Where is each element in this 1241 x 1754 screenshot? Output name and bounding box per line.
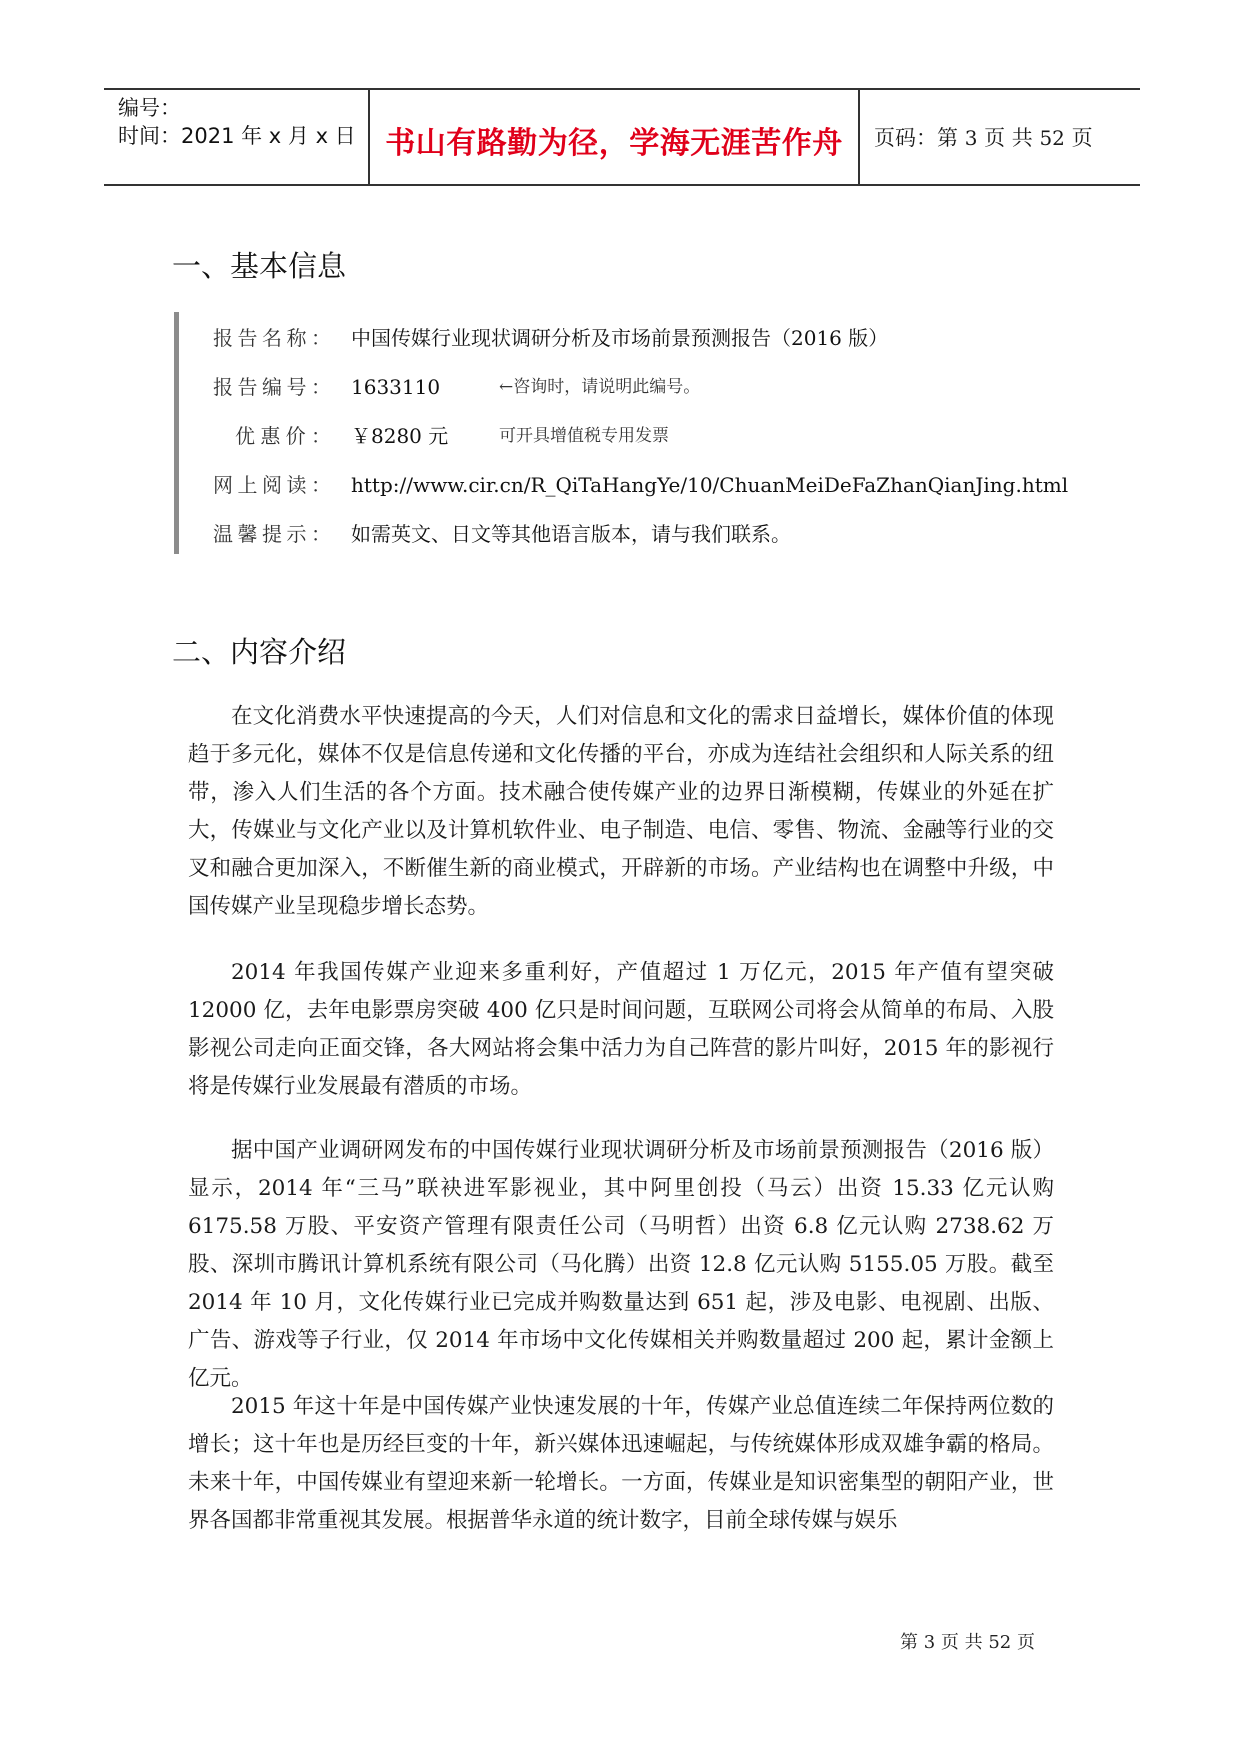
info-label: 温馨提示： [213,522,331,546]
info-label: 优惠价： [235,424,331,448]
section-title-basic-info: 一、基本信息 [172,249,347,283]
basic-info-box [174,312,1079,554]
report-number-note: ←咨询时，请说明此编号。 [499,377,701,397]
header-page-cell [860,90,1140,184]
page-middle: 页 共 [977,126,1040,150]
page-prefix: 页码：第 [874,126,965,150]
page-header [104,88,1140,186]
footer-page-number: 第 3 页 共 52 页 [900,1632,1035,1653]
section-title-content-intro: 二、内容介绍 [172,635,347,669]
price-value: ￥8280 元 [351,424,449,448]
info-label: 报告编号： [213,375,331,399]
report-number-value: 1633110 [351,375,441,399]
content-paragraph: 2014 年我国传媒产业迎来多重利好，产值超过 1 万亿元，2015 年产值有望突破 12000 亿，去年电影票房突破 400 亿只是时间问题，互联网公司将会从简单的布局、入股影视公司走向正面交锋，各大网站将会集中活力为自己阵营的影片叫好，2015 年的影视行将是传媒行业发展最有潜质的市场。 [188,960,1054,1099]
info-label: 网上阅读： [213,473,331,497]
price-note: 可开具增值税专用发票 [499,426,669,446]
report-name-value: 中国传媒行业现状调研分析及市场前景预测报告（2016 版） [351,326,889,350]
online-reading-link[interactable]: http://www.cir.cn/R_QiTaHangYe/10/ChuanMeiDeFaZhanQianJing.html [351,473,1069,497]
header-page-number [874,122,1093,152]
page-suffix: 页 [1064,126,1093,150]
header-motto-cell [370,90,860,184]
content-paragraph: 2015 年这十年是中国传媒产业快速发展的十年，传媒产业总值连续二年保持两位数的增长；这十年也是历经巨变的十年，新兴媒体迅速崛起，与传统媒体形成双雄争霸的格局。未来十年，中国传媒业有望迎来新一轮增长。一方面，传媒业是知识密集型的朝阳产业，世界各国都非常重视其发展。根据普华永道的统计数字，目前全球传媒与娱乐 [188,1394,1054,1533]
info-label: 报告名称： [213,326,331,350]
time-line: 时间：2021 年 x 月 x 日 [118,124,356,148]
page-total: 52 [1039,126,1065,150]
serial-number-label: 编号： [118,96,181,120]
header-info-cell [104,90,370,184]
tip-value: 如需英文、日文等其他语言版本，请与我们联系。 [351,522,791,546]
content-paragraph: 在文化消费水平快速提高的今天，人们对信息和文化的需求日益增长，媒体价值的体现趋于多元化，媒体不仅是信息传递和文化传播的平台，亦成为连结社会组织和人际关系的纽带，渗入人们生活的各个方面。技术融合使传媒产业的边界日渐模糊，传媒业的外延在扩大，传媒业与文化产业以及计算机软件业、电子制造、电信、零售、物流、金融等行业的交叉和融合更加深入，不断催生新的商业模式，开辟新的市场。产业结构也在调整中升级，中国传媒产业呈现稳步增长态势。 [188,704,1054,919]
content-paragraph: 据中国产业调研网发布的中国传媒行业现状调研分析及市场前景预测报告（2016 版）显示，2014 年“三马”联袂进军影视业，其中阿里创投（马云）出资 15.33 亿元认购 6175.58 万股、平安资产管理有限责任公司（马明哲）出资 6.8 亿元认购 2738.62 万股、深圳市腾讯计算机系统有限公司（马化腾）出资 12.8 亿元认购 5155.05 万股。截至 2014 年 10 月，文化传媒行业已完成并购数量达到 651 起，涉及电影、电视剧、出版、广告、游戏等子行业，仅 2014 年市场中文化传媒相关并购数量超过 200 起，累计金额上亿元。 [188,1138,1054,1391]
page-current: 3 [964,126,978,150]
header-motto: 书山有路勤为径，学海无涯苦作舟 [385,126,843,161]
